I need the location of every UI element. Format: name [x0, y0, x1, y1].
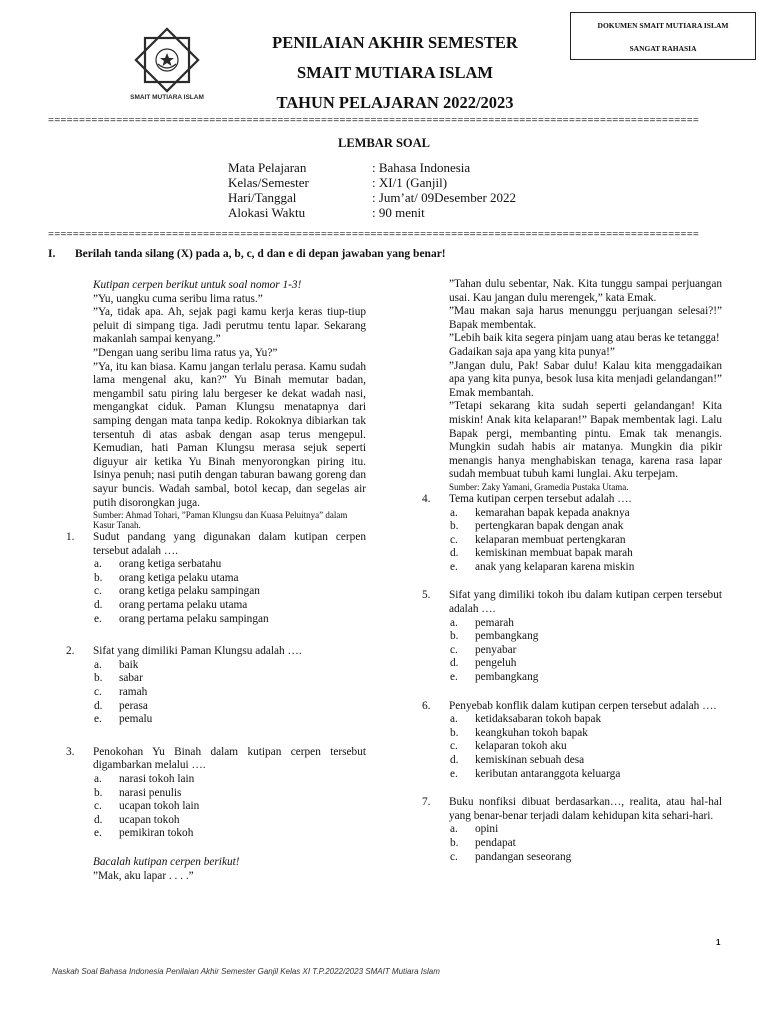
option-letter: b. — [94, 672, 103, 685]
option-text: opini — [475, 823, 499, 836]
option-letter: e. — [94, 827, 102, 840]
answer-option[interactable] — [93, 672, 366, 686]
story-paragraph: ”Mau makan saja harus menunggu perjuangan selesai?!” Bapak membentak. — [449, 305, 722, 331]
answer-option[interactable] — [93, 787, 366, 801]
answer-option[interactable] — [449, 507, 722, 521]
option-text: perasa — [119, 699, 148, 712]
answer-option[interactable] — [449, 617, 722, 631]
stamp-line-1: DOKUMEN SMAIT MUTIARA ISLAM — [597, 21, 729, 30]
instruction-text: Berilah tanda silang (X) pada a, b, c, d dan e di depan jawaban yang benar! — [75, 248, 446, 260]
story-source: Sumber: Ahmad Tohari, ”Paman Klungsu dan Kuasa Peluitnya” dalam Kasur Tanah. — [93, 510, 348, 531]
answer-option[interactable] — [93, 659, 366, 673]
logo-caption: SMAIT MUTIARA ISLAM — [130, 94, 204, 101]
option-letter: c. — [94, 585, 102, 598]
option-text: orang ketiga pelaku sampingan — [119, 585, 260, 598]
question-number: 6. — [422, 699, 431, 712]
answer-option[interactable] — [449, 630, 722, 644]
page-footer: Naskah Soal Bahasa Indonesia Penilaian Akhir Semester Ganjil Kelas XI T.P.2022/2023 SMAIT Mutiara Islam — [52, 967, 440, 976]
option-letter: b. — [94, 571, 103, 584]
story-paragraph: ”Lebih baik kita segera pinjam uang atau beras ke tetangga! Gadaikan saja apa yang kita punya!” — [449, 332, 720, 358]
question-item — [422, 700, 722, 714]
stamp-line-2: SANGAT RAHASIA — [629, 44, 697, 53]
answer-option[interactable] — [449, 727, 722, 741]
info-label: Mata Pelajaran — [228, 160, 307, 175]
option-letter: d. — [450, 754, 459, 766]
exam-info — [228, 160, 516, 220]
option-text: ramah — [119, 686, 148, 699]
answer-option[interactable] — [93, 800, 366, 814]
option-text: kemiskinan sebuah desa — [475, 754, 585, 766]
story-paragraph: ”Yu, uangku cuma seribu lima ratus.” — [93, 292, 263, 305]
info-value: : XI/1 (Ganjil) — [372, 175, 448, 190]
answer-option[interactable] — [93, 700, 366, 714]
option-text: penyabar — [475, 643, 517, 656]
info-label: Hari/Tanggal — [228, 190, 297, 205]
story-source: Sumber: Zaky Yamani, Gramedia Pustaka Utama. — [449, 481, 629, 492]
option-text: kelaparan membuat pertengkaran — [475, 533, 626, 546]
option-text: pandangan seseorang — [475, 850, 572, 863]
option-text: pembangkang — [475, 671, 539, 684]
question-number: 3. — [66, 745, 75, 758]
option-letter: c. — [450, 850, 458, 863]
option-letter: a. — [450, 713, 458, 726]
question-text: Penyebab konflik dalam kutipan cerpen tersebut adalah …. — [449, 699, 717, 712]
divider-rule-bottom: ========================================================================================================= — [48, 232, 700, 240]
option-letter: d. — [450, 547, 459, 560]
option-text: orang pertama pelaku sampingan — [119, 612, 269, 625]
option-letter: c. — [94, 800, 102, 813]
option-text: kemiskinan membuat bapak marah — [475, 547, 633, 560]
info-row — [228, 160, 516, 175]
option-text: pemalu — [119, 713, 153, 726]
option-text: ucapan tokoh — [119, 813, 180, 826]
answer-option[interactable] — [449, 671, 722, 685]
question-number: 4. — [422, 492, 431, 505]
info-row — [228, 205, 516, 220]
passage-intro: Bacalah kutipan cerpen berikut! — [93, 855, 240, 868]
option-letter: e. — [450, 671, 458, 684]
option-text: pendapat — [475, 836, 516, 849]
question-number: 2. — [66, 645, 75, 658]
option-letter: e. — [94, 713, 102, 726]
option-text: anak yang kelaparan karena miskin — [475, 560, 635, 573]
question-number: 7. — [422, 796, 431, 809]
option-letter: a. — [94, 558, 102, 571]
story-paragraph: ”Mak, aku lapar . . . .” — [93, 869, 194, 882]
option-letter: b. — [450, 726, 459, 739]
story-paragraph: ”Tahan dulu sebentar, Nak. Kita tunggu sampai perjuangan usai. Kau jangan dulu merengek,” kata Emak. — [449, 278, 722, 304]
option-letter: b. — [450, 836, 459, 849]
title-line-2: SMAIT MUTIARA ISLAM — [297, 63, 493, 82]
question-text: Sifat yang dimiliki Paman Klungsu adalah …. — [93, 645, 302, 658]
option-text: baik — [119, 658, 139, 671]
answer-option[interactable] — [93, 713, 366, 727]
option-text: ucapan tokoh lain — [119, 800, 200, 813]
answer-option[interactable] — [93, 814, 366, 828]
story-paragraph: ”Ya, itu kan biasa. Kamu jangan terlalu perasa. Kamu sudah lama mengenal aku, kan?” Yu Binah memutar badan, mengambil satu piring lalu bergeser ke dekat wadah nasi, mengangkat ciduk. Paman Klungsu menatapnya dari samping dengan mata tanpa kedip. Rokoknya dibiarkan tak tersentuh di atas asbak dengan asap terus mengepul. Kemudian, hati Paman Klungsu merasa sejuk seperti diguyur air ketika Yu Binah menyorongkan piring itu. Isinya penuh; nasi putih dengan taburan bawang goreng dan sayur buncis. Wadah sambal, botol kecap, dan segelas air putih disorongkan juga. — [93, 360, 366, 509]
option-letter: b. — [450, 520, 459, 533]
option-text: narasi tokoh lain — [119, 773, 195, 785]
info-row — [228, 190, 516, 205]
title-line-1: PENILAIAN AKHIR SEMESTER — [272, 33, 518, 52]
answer-option[interactable] — [449, 561, 722, 575]
question-number: 5. — [422, 589, 431, 602]
option-text: keributan antaranggota keluarga — [475, 767, 621, 780]
question-item — [66, 645, 366, 659]
option-text: orang ketiga serbatahu — [119, 558, 222, 571]
answer-option[interactable] — [449, 768, 722, 782]
option-text: pemikiran tokoh — [119, 827, 194, 840]
question-number: 1. — [66, 531, 75, 544]
option-letter: e. — [94, 612, 102, 625]
answer-option[interactable] — [449, 644, 722, 658]
option-text: kelaparan tokoh aku — [475, 740, 567, 753]
question-text: Sudut pandang yang digunakan dalam kutipan cerpen tersebut adalah …. — [93, 531, 366, 557]
answer-option[interactable] — [93, 572, 366, 586]
option-text: pembangkang — [475, 630, 539, 643]
info-label: Kelas/Semester — [228, 175, 309, 190]
option-text: pertengkaran bapak dengan anak — [475, 520, 624, 533]
confidential-stamp — [570, 12, 756, 60]
info-value: : Bahasa Indonesia — [372, 160, 471, 175]
option-text: orang ketiga pelaku utama — [119, 571, 239, 584]
question-text: Penokohan Yu Binah dalam kutipan cerpen tersebut digambarkan melalui …. — [93, 745, 366, 772]
option-letter: c. — [94, 686, 102, 699]
answer-option[interactable] — [449, 534, 722, 548]
story-paragraph: ”Ya, tidak apa. Ah, sejak pagi kamu kerja keras tiup-tiup peluit di simpang tiga. Jadi perutmu tentu lapar. Sekarang makanlah sampai kenyang.” — [93, 306, 366, 346]
option-letter: d. — [94, 699, 103, 712]
sheet-title: LEMBAR SOAL — [337, 136, 431, 150]
option-letter: a. — [450, 616, 458, 629]
info-row — [228, 175, 516, 190]
answer-option[interactable] — [449, 837, 722, 851]
option-letter: a. — [94, 658, 102, 671]
question-item — [66, 531, 366, 558]
answer-option[interactable] — [449, 851, 722, 865]
page-number: 1 — [716, 938, 721, 947]
option-letter: c. — [450, 740, 458, 753]
option-letter: a. — [450, 506, 458, 519]
option-text: sabar — [119, 672, 143, 685]
question-item — [66, 746, 366, 773]
question-text: Sifat yang dimiliki tokoh ibu dalam kutipan cerpen tersebut adalah …. — [449, 589, 722, 616]
section-number: I. — [48, 248, 56, 260]
option-letter: e. — [450, 560, 458, 573]
option-text: pengeluh — [475, 657, 517, 670]
option-letter: e. — [450, 767, 458, 780]
option-letter: d. — [94, 599, 103, 612]
left-column — [66, 279, 366, 883]
answer-option[interactable] — [93, 613, 366, 627]
question-item — [422, 589, 722, 616]
option-text: ketidaksabaran tokoh bapak — [475, 713, 602, 726]
answer-option[interactable] — [93, 686, 366, 700]
option-text: keangkuhan tokoh bapak — [475, 726, 588, 739]
title-line-3: TAHUN PELAJARAN 2022/2023 — [276, 93, 514, 112]
answer-option[interactable] — [449, 547, 722, 561]
option-letter: c. — [450, 533, 458, 546]
answer-option[interactable] — [449, 823, 722, 837]
question-text: Buku nonfiksi dibuat berdasarkan…, realita, atau hal-hal yang benar-benar terjadi dalam kehidupan kita sehari-hari. — [449, 796, 722, 822]
option-letter: a. — [94, 773, 102, 785]
option-letter: d. — [450, 657, 459, 670]
info-value: : Jum’at/ 09Desember 2022 — [372, 190, 517, 205]
answer-option[interactable] — [449, 713, 722, 727]
answer-option[interactable] — [93, 827, 366, 841]
question-item — [422, 493, 722, 507]
option-text: narasi penulis — [119, 786, 182, 799]
answer-option[interactable] — [449, 754, 722, 768]
option-letter: d. — [94, 813, 103, 826]
answer-option[interactable] — [93, 558, 366, 572]
info-value: : 90 menit — [372, 205, 425, 220]
story-paragraph: ”Tetapi sekarang kita sudah seperti gelandangan! Kita miskin! Anak kita kelaparan!” Bapak membentak lagi. Lalu Bapak pergi, membanting pintu. Emak tak menangis. Mungkin sudah habis air matanya. Mungkin dia pikir menangis hanya menghabiskan tenaga, karena rasa lapar sudah membuat tubuh kami lunglai. Aku terpejam. — [449, 400, 722, 481]
section-instruction — [48, 248, 728, 262]
option-text: pemarah — [475, 616, 514, 629]
option-letter: a. — [450, 823, 458, 836]
option-text: kemarahan bapak kepada anaknya — [475, 506, 630, 519]
question-text: Tema kutipan cerpen tersebut adalah …. — [449, 492, 632, 505]
answer-option[interactable] — [449, 740, 722, 754]
passage-intro: Kutipan cerpen berikut untuk soal nomor 1-3! — [93, 279, 302, 291]
divider-rule-top: ========================================================================================================= — [48, 118, 700, 126]
info-label: Alokasi Waktu — [228, 205, 306, 220]
question-item — [422, 796, 722, 823]
right-column — [422, 278, 722, 864]
option-letter: b. — [94, 786, 103, 799]
answer-option[interactable] — [449, 657, 722, 671]
story-paragraph: ”Dengan uang seribu lima ratus ya, Yu?” — [93, 346, 278, 359]
answer-option[interactable] — [93, 599, 366, 613]
option-text: orang pertama pelaku utama — [119, 599, 248, 612]
answer-option[interactable] — [93, 585, 366, 599]
answer-option[interactable] — [449, 520, 722, 534]
option-letter: b. — [450, 630, 459, 643]
story-paragraph: ”Jangan dulu, Pak! Sabar dulu! Kalau kita menggadaikan apa yang kita punya, besok lusa kita menjadi gelandangan!” Emak membantah. — [449, 359, 722, 399]
answer-option[interactable] — [93, 773, 366, 787]
option-letter: c. — [450, 643, 458, 656]
